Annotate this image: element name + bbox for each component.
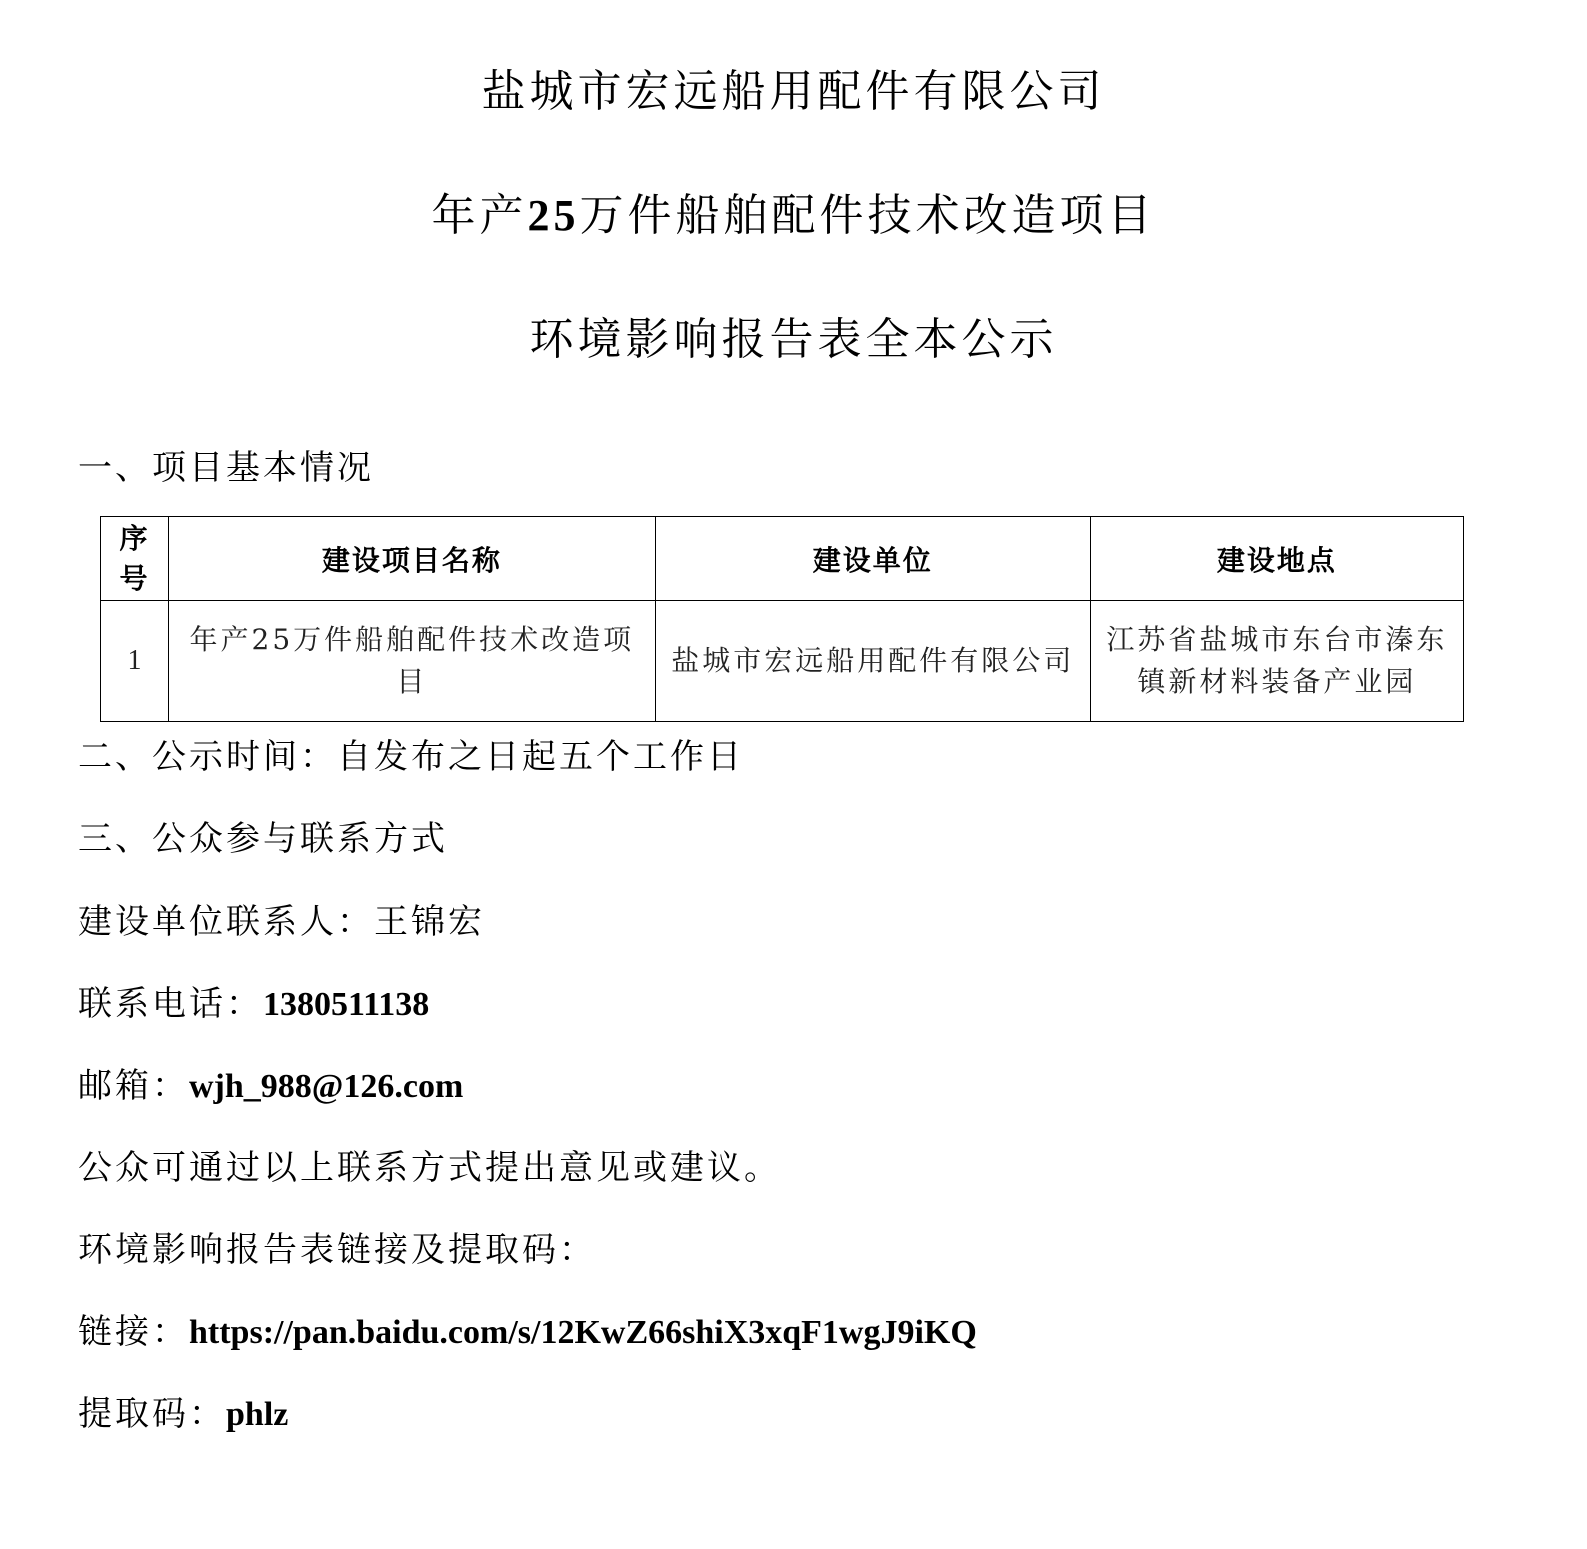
section-1-heading: 一、项目基本情况 <box>78 448 374 488</box>
link-label: 链接： <box>78 1312 189 1352</box>
phone-value: 1380511138 <box>263 986 430 1023</box>
title-project-number: 25 <box>527 191 580 240</box>
title-report: 环境影响报告表全本公示 <box>529 314 1058 365</box>
phone-label: 联系电话： <box>78 984 263 1024</box>
email-value: wjh_988@126.com <box>189 1068 464 1105</box>
title-company: 盐城市宏远船用配件有限公司 <box>481 66 1106 117</box>
title-project <box>0 186 1587 246</box>
email-label: 邮箱： <box>78 1066 189 1106</box>
phone-line <box>78 982 429 1027</box>
public-note: 公众可通过以上联系方式提出意见或建议。 <box>78 1148 781 1188</box>
title-project-suffix: 万件船舶配件技术改造项目 <box>579 190 1156 241</box>
header-project-name: 建设项目名称 <box>168 517 655 601</box>
cell-location: 江苏省盐城市东台市溱东镇新材料装备产业园 <box>1090 601 1463 722</box>
code-label: 提取码： <box>78 1394 226 1434</box>
section-2-heading: 二、公示时间：自发布之日起五个工作日 <box>78 737 744 777</box>
header-seq <box>101 517 169 601</box>
cell-project-name: 年产25万件船舶配件技术改造项目 <box>168 601 655 722</box>
project-info-table <box>100 516 1464 722</box>
table-header-row <box>101 517 1464 601</box>
header-unit: 建设单位 <box>655 517 1090 601</box>
header-location: 建设地点 <box>1090 517 1463 601</box>
header-seq-bottom: 号 <box>119 561 150 595</box>
document-title <box>0 62 1587 434</box>
extraction-code-line <box>78 1392 288 1437</box>
contact-person-line <box>78 900 485 944</box>
table-row <box>101 601 1464 722</box>
cell-unit: 盐城市宏远船用配件有限公司 <box>655 601 1090 722</box>
cell-seq: 1 <box>101 601 169 722</box>
link-line <box>78 1310 977 1355</box>
report-link-heading: 环境影响报告表链接及提取码： <box>78 1230 596 1270</box>
header-seq-top: 序 <box>119 521 150 555</box>
contact-label: 建设单位联系人： <box>78 902 374 942</box>
extraction-code-value: phlz <box>226 1396 289 1433</box>
section-3-heading: 三、公众参与联系方式 <box>78 819 448 859</box>
download-link[interactable]: https://pan.baidu.com/s/12KwZ66shiX3xqF1wgJ9iKQ <box>189 1314 977 1351</box>
title-project-prefix: 年产 <box>431 190 528 241</box>
email-line <box>78 1064 463 1109</box>
contact-name: 王锦宏 <box>374 902 485 942</box>
